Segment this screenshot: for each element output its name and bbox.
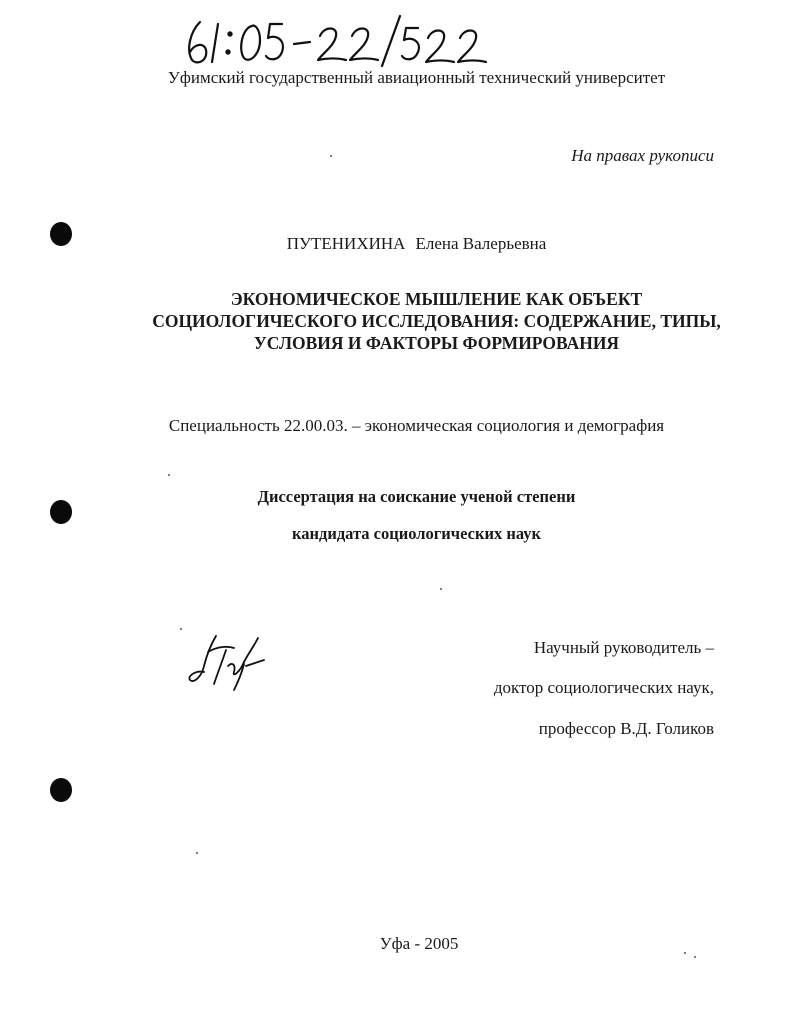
- manuscript-rights-note: На правах рукописи: [571, 146, 714, 165]
- scan-speck: [180, 628, 182, 630]
- author-given-names: Елена Валерьевна: [415, 234, 547, 253]
- degree-line-1: Диссертация на соискание ученой степени: [257, 487, 576, 506]
- author-surname: ПУТЕНИХИНА: [286, 234, 406, 253]
- scan-speck: [168, 474, 170, 476]
- author-name: [0, 234, 793, 254]
- scan-speck: [330, 155, 332, 157]
- scan-speck: [684, 952, 686, 954]
- degree-line-2: кандидата социологических наук: [291, 524, 542, 543]
- supervisor-degree: доктор социологических наук,: [493, 678, 714, 697]
- title-line: СОЦИОЛОГИЧЕСКОГО ИССЛЕДОВАНИЯ: СОДЕРЖАНИЕ, ТИПЫ,: [152, 311, 721, 331]
- scan-speck: [694, 956, 696, 958]
- title-line: УСЛОВИЯ И ФАКТОРЫ ФОРМИРОВАНИЯ: [253, 333, 620, 353]
- handwritten-archive-number: [178, 10, 508, 70]
- scan-speck: [440, 588, 442, 590]
- punch-hole: [50, 500, 72, 524]
- specialty-line: Специальность 22.00.03. – экономическая социология и демография: [168, 416, 665, 435]
- city-and-year: Уфа - 2005: [379, 934, 459, 953]
- supervisor-name: профессор В.Д. Голиков: [538, 719, 714, 738]
- dissertation-title: [80, 288, 793, 354]
- punch-hole: [50, 778, 72, 802]
- punch-hole: [50, 222, 72, 246]
- title-line: ЭКОНОМИЧЕСКОЕ МЫШЛЕНИЕ КАК ОБЪЕКТ: [230, 289, 643, 309]
- scan-speck: [196, 852, 198, 854]
- supervisor-role: Научный руководитель –: [533, 638, 714, 657]
- university-name: Уфимский государственный авиационный технический университет: [167, 68, 666, 87]
- handwritten-signature: [188, 632, 268, 692]
